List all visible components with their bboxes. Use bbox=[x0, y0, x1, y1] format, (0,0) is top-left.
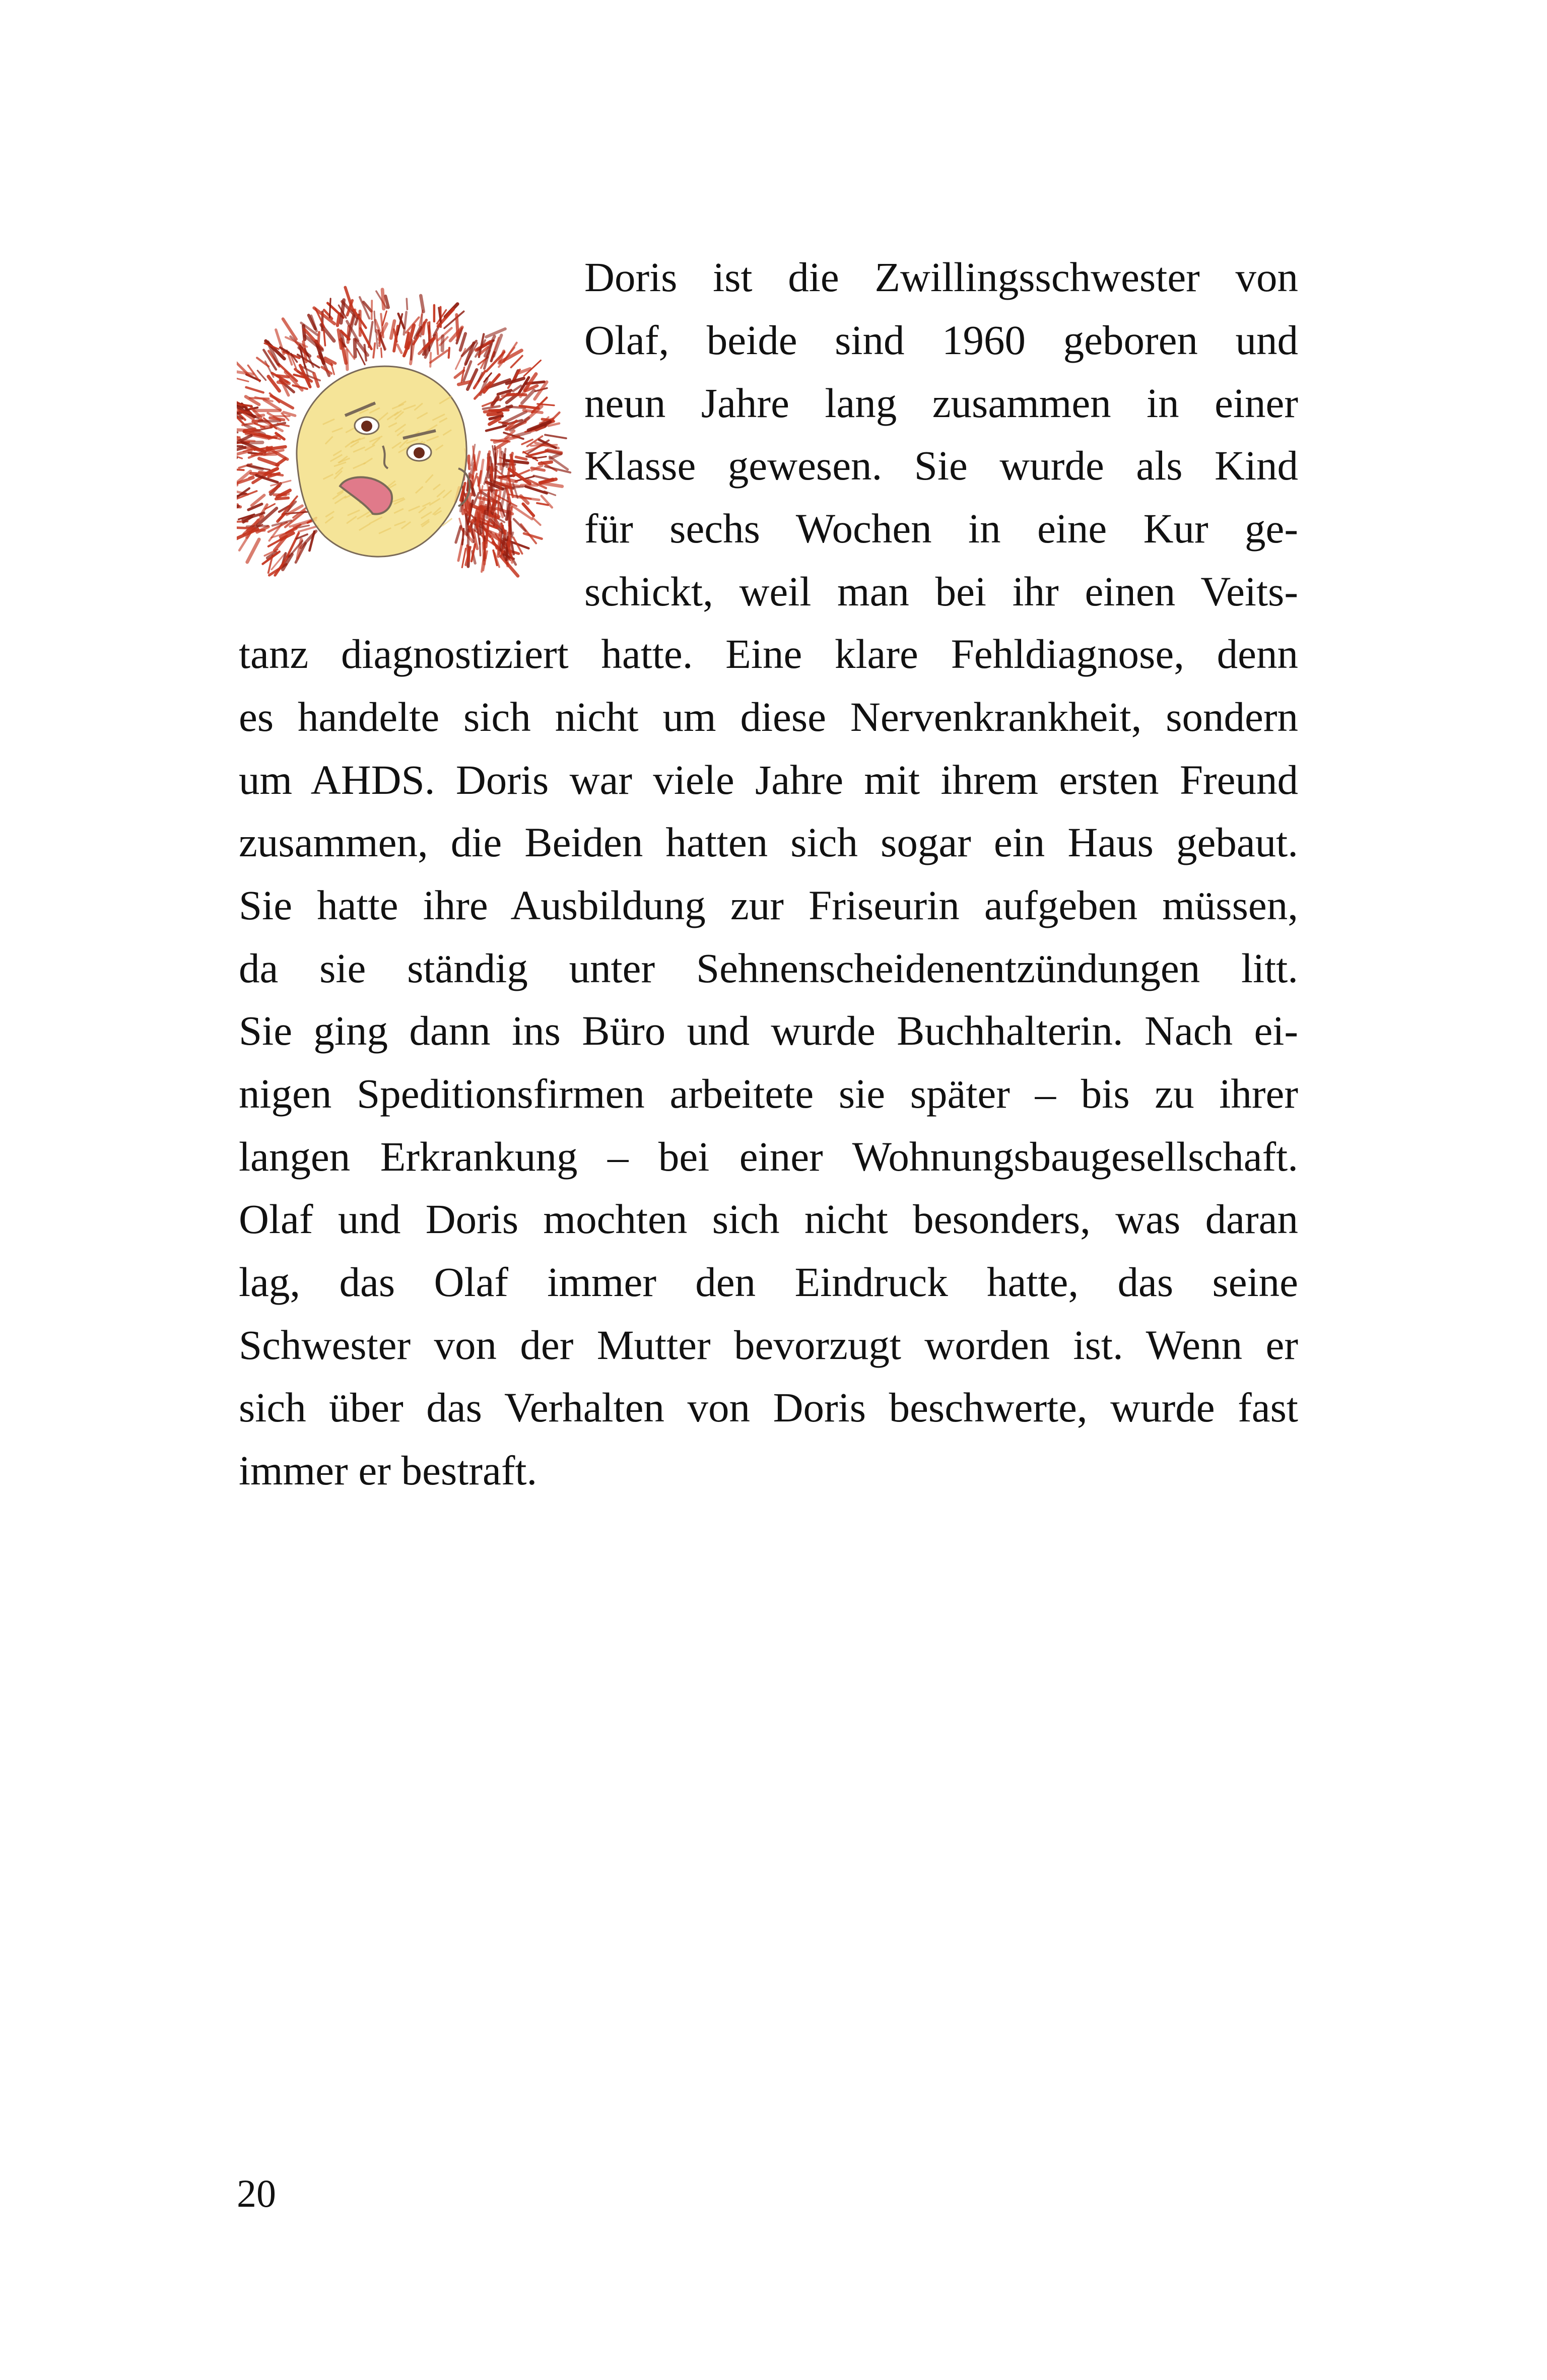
hair-stroke bbox=[437, 333, 438, 354]
hair-stroke bbox=[278, 424, 289, 426]
text-line: nigen Speditionsfirmen arbeitete sie später – bis zu ihrer bbox=[239, 1070, 1298, 1117]
hair-stroke bbox=[540, 462, 552, 463]
hair-stroke bbox=[537, 503, 548, 505]
text-line: um AHDS. Doris war viele Jahre mit ihrem ersten Freund bbox=[239, 757, 1298, 803]
hair-stroke bbox=[247, 539, 259, 562]
hair-stroke bbox=[257, 358, 268, 366]
text-line: da sie ständig unter Sehnenscheidenentzündungen litt. bbox=[239, 945, 1298, 991]
hair-stroke bbox=[341, 300, 344, 323]
hair-stroke bbox=[491, 467, 492, 480]
text-line: immer er bestraft. bbox=[239, 1447, 537, 1493]
text-line: Olaf und Doris mochten sich nicht besonders, was daran bbox=[239, 1196, 1298, 1242]
doris-face-illustration bbox=[237, 252, 579, 604]
right-eye-icon bbox=[407, 444, 431, 461]
hair-stroke bbox=[462, 529, 464, 545]
hair-stroke bbox=[430, 353, 431, 367]
hair-stroke bbox=[517, 470, 529, 475]
hair-stroke bbox=[456, 315, 458, 337]
hair-stroke bbox=[498, 532, 500, 556]
hair-stroke bbox=[301, 531, 316, 548]
hair-stroke bbox=[456, 526, 461, 542]
hair-stroke bbox=[485, 411, 499, 412]
text-line: Schwester von der Mutter bevorzugt worden ist. Wenn er bbox=[239, 1322, 1298, 1368]
hair-stroke bbox=[511, 455, 515, 470]
hair-stroke bbox=[237, 430, 259, 431]
text-line: Klasse gewesen. Sie wurde als Kind bbox=[584, 442, 1298, 489]
hair-stroke bbox=[248, 465, 262, 469]
text-line: schickt, weil man bei ihr einen Veits- bbox=[584, 568, 1298, 615]
hair-stroke bbox=[374, 311, 375, 331]
hair-stroke bbox=[237, 506, 238, 514]
hair-stroke bbox=[421, 296, 423, 312]
hair-stroke bbox=[532, 518, 540, 525]
hair-stroke bbox=[259, 458, 278, 465]
hair-stroke bbox=[269, 524, 282, 541]
hair-stroke bbox=[488, 414, 502, 415]
hair-stroke bbox=[500, 478, 502, 499]
hair-stroke bbox=[442, 336, 443, 351]
hair-stroke bbox=[541, 483, 562, 487]
hair-stroke bbox=[237, 527, 255, 528]
hair-stroke bbox=[486, 522, 488, 547]
text-line: tanz diagnostiziert hatte. Eine klare Fehldiagnose, denn bbox=[239, 631, 1298, 677]
hair-stroke bbox=[486, 426, 506, 431]
hair-stroke bbox=[376, 332, 377, 349]
text-line: zusammen, die Beiden hatten sich sogar ein Haus gebaut. bbox=[239, 819, 1298, 865]
hair-stroke bbox=[456, 349, 465, 369]
hair-stroke bbox=[259, 421, 280, 422]
hair-stroke bbox=[237, 469, 244, 470]
hair-stroke bbox=[373, 344, 375, 358]
hair-stroke bbox=[391, 321, 394, 338]
hair-stroke bbox=[247, 530, 264, 531]
text-line: sich über das Verhalten von Doris beschwerte, wurde fast bbox=[239, 1384, 1298, 1431]
hair-stroke bbox=[324, 330, 325, 346]
hair-stroke bbox=[237, 446, 242, 447]
hair-stroke bbox=[469, 494, 470, 515]
text-line: Sie ging dann ins Büro und wurde Buchhalterin. Nach ei- bbox=[239, 1007, 1298, 1054]
hair-stroke bbox=[507, 394, 525, 395]
hair-stroke bbox=[511, 356, 522, 367]
hair-stroke bbox=[237, 378, 248, 381]
hair-stroke bbox=[365, 345, 366, 361]
hair-stroke bbox=[516, 457, 526, 459]
text-line: für sechs Wochen in eine Kur ge- bbox=[584, 505, 1298, 552]
text-line: langen Erkrankung – bei einer Wohnungsbaugesellschaft. bbox=[239, 1133, 1298, 1180]
text-line: Olaf, beide sind 1960 geboren und bbox=[584, 317, 1298, 363]
hair-stroke bbox=[498, 496, 499, 516]
text-line: es handelte sich nicht um diese Nervenkrankheit, sondern bbox=[239, 694, 1298, 740]
hair-stroke bbox=[314, 374, 318, 386]
page-number: 20 bbox=[237, 2171, 276, 2215]
hair-stroke bbox=[246, 387, 263, 392]
text-line: Doris ist die Zwillingsschwester von bbox=[584, 254, 1298, 300]
hair-stroke bbox=[466, 514, 467, 534]
hair-stroke bbox=[397, 345, 401, 353]
hair-stroke bbox=[237, 433, 239, 439]
text-line: Sie hatte ihre Ausbildung zur Friseurin aufgeben müssen, bbox=[239, 882, 1298, 928]
hair-stroke bbox=[467, 546, 468, 561]
hair-stroke bbox=[438, 328, 451, 340]
hair-stroke bbox=[382, 290, 384, 309]
text-line: neun Jahre lang zusammen in einer bbox=[584, 380, 1298, 426]
face-shape bbox=[297, 366, 466, 557]
hair-stroke bbox=[329, 299, 330, 318]
hair-stroke bbox=[491, 440, 509, 442]
hair-stroke bbox=[276, 498, 289, 499]
hair-stroke bbox=[524, 360, 541, 376]
hair-stroke bbox=[545, 435, 566, 438]
hair-stroke bbox=[509, 511, 511, 533]
hair-stroke bbox=[492, 397, 498, 404]
hair-stroke bbox=[338, 314, 340, 325]
text-line: lag, das Olaf immer den Eindruck hatte, das seine bbox=[239, 1259, 1298, 1305]
left-eye-icon bbox=[355, 417, 379, 434]
hair-stroke bbox=[514, 519, 525, 531]
hair-stroke bbox=[278, 514, 284, 521]
hair-stroke bbox=[430, 351, 447, 363]
hair-stroke bbox=[428, 323, 430, 342]
hair-stroke bbox=[460, 333, 465, 350]
